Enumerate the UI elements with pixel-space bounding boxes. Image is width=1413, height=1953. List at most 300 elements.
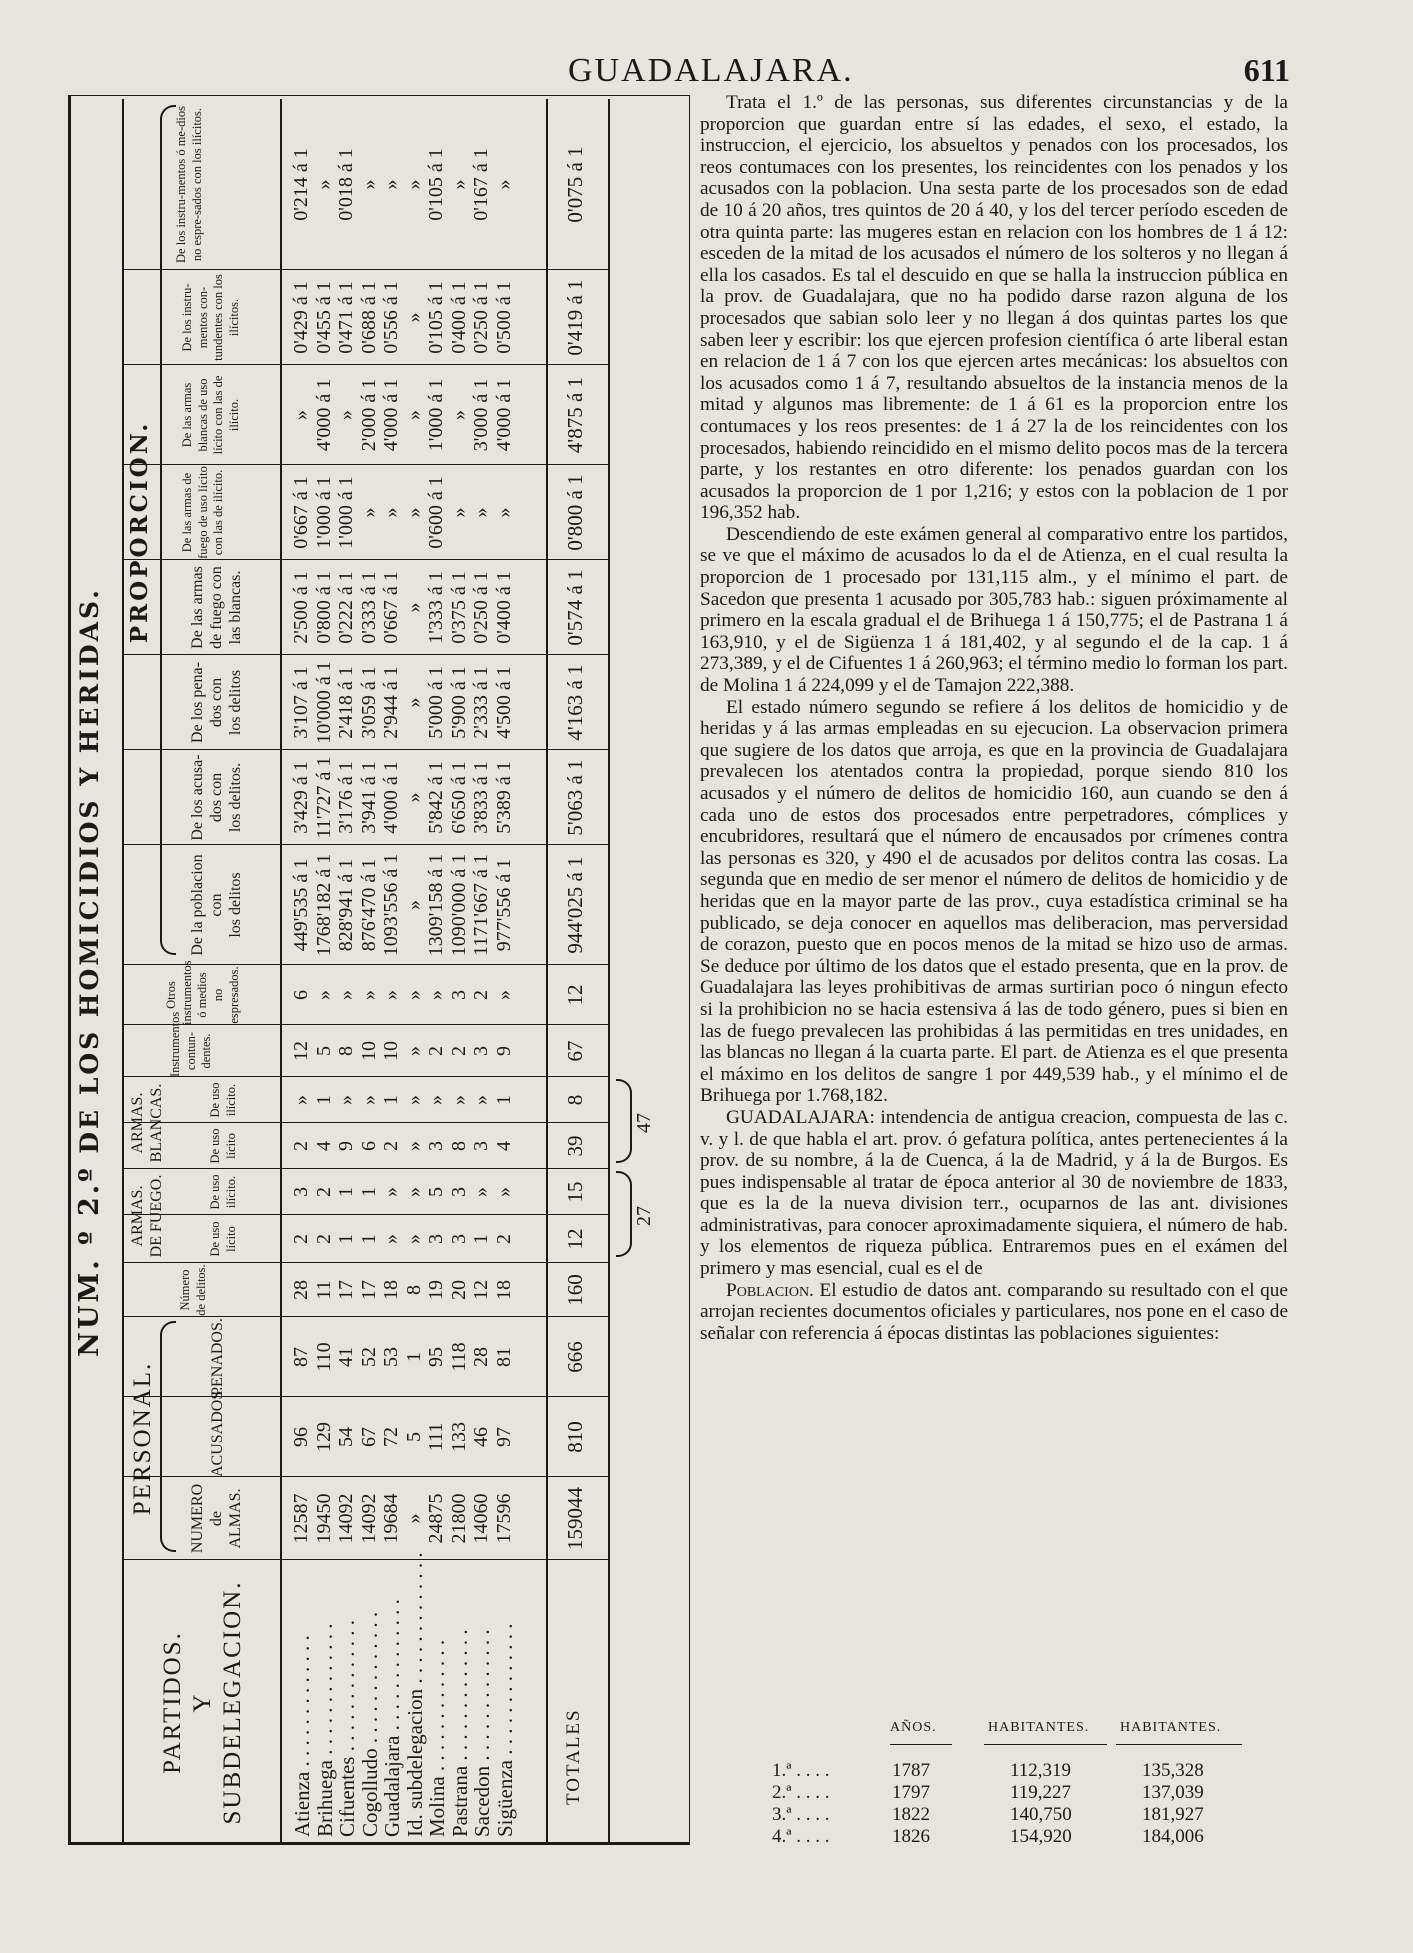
table-cell: » bbox=[380, 1234, 402, 1244]
totals-cell: 0'419 á 1 bbox=[563, 279, 587, 356]
table-cell: 10 bbox=[380, 1041, 402, 1061]
table-cell: 1 bbox=[335, 1187, 357, 1197]
table-cell: 4'000 á 1 bbox=[312, 378, 335, 452]
table-cell: 1093'556 á 1 bbox=[380, 853, 402, 957]
table-cell: 2 bbox=[380, 1141, 402, 1151]
h-rule bbox=[608, 99, 610, 1845]
table-cell: 4'000 á 1 bbox=[380, 761, 402, 834]
pop-ord: 4.ª . . . . bbox=[772, 1826, 830, 1847]
table-cell: 18 bbox=[492, 1280, 515, 1300]
header-numero-almas-line: ALMAS. bbox=[227, 1488, 245, 1549]
pop-hab2: 184,006 bbox=[1142, 1826, 1204, 1847]
table-cell: » bbox=[447, 179, 470, 190]
table-cell: » bbox=[290, 410, 312, 420]
table-cell: 1171'667 á 1 bbox=[470, 854, 492, 956]
table-cell: 1 bbox=[380, 1095, 402, 1105]
table-cell: » bbox=[402, 179, 425, 190]
table-cell: 14060 bbox=[470, 1493, 492, 1544]
header-blancas-ilicito: De uso ilícito. bbox=[208, 1082, 238, 1118]
table-cell: 81 bbox=[492, 1347, 515, 1367]
table-cell: 95 bbox=[425, 1347, 447, 1367]
table-cell: » bbox=[380, 990, 402, 1000]
table-cell: 1'000 á 1 bbox=[425, 378, 447, 452]
header-numero-almas-line: NUMERO bbox=[189, 1483, 206, 1554]
table-cell: 6'650 á 1 bbox=[447, 761, 470, 834]
leader-dots: . . . . . . bbox=[492, 1623, 517, 1687]
table-cell: 1'000 á 1 bbox=[312, 476, 335, 549]
pop-year: 1797 bbox=[892, 1782, 930, 1803]
totals-cell: 666 bbox=[563, 1341, 587, 1373]
table-cell: » bbox=[312, 179, 335, 190]
table-cell: » bbox=[492, 507, 515, 518]
table-cell: 0'105 á 1 bbox=[425, 148, 447, 221]
leader-dots: . . . . . . bbox=[290, 1635, 314, 1699]
table-cell: 9 bbox=[492, 1046, 515, 1056]
header-p-fuego-uso: De las armas de fuego de uso lícito con las de ilícito. bbox=[180, 466, 226, 559]
table-cell: 5 bbox=[425, 1187, 447, 1197]
header-partidos-line: SUBDELEGACION. bbox=[219, 1580, 246, 1825]
paragraph-partidos: Descendiendo de este exámen general al comparativo entre los partidos, se ve que el máximo de acusados lo da el de Atienza, en el cual resulta la proporcion de 1 procesado por 131,115 alm., y el mínimo el part. de Sacedon que presenta 1 acusado por 305,783 hab.: siguen próximamente al primero en la escala gradual el de Brihuega 1 á 150,775; el de Pastrana 1 á 163,910, y el de Sigüenza 1 á 181,402, y al segundo el de la cap. 1 á 273,389, y el de Cifuentes 1 á 260,963; el término medio lo forman los part. de Molina 1 á 224,099 y el de Tamajon 222,388. bbox=[700, 523, 1288, 697]
totals-cell: 4'163 á 1 bbox=[563, 664, 587, 741]
table-cell: 1309'158 á 1 bbox=[425, 853, 447, 957]
header-p-penados bbox=[188, 655, 246, 750]
table-cell: » bbox=[447, 410, 470, 420]
homicidios-table bbox=[68, 95, 690, 1845]
totals-cell: 944'025 á 1 bbox=[563, 856, 587, 954]
table-cell: 4'000 á 1 bbox=[492, 378, 515, 452]
table-cell: 133 bbox=[447, 1422, 470, 1452]
header-p-acusados-line: De los acusa- bbox=[189, 754, 206, 841]
paragraph-homicidios: El estado número segundo se refiere á los delitos de homicidio y de heridas y á las armas empleadas en su ejecucion. La observacion primera que sugiere de los datos que arroja, es que en la provincia de Guadalajara prevalecen los atentados contra la propiedad, porque siendo 810 los acusados y el número de delitos de homicidio 160, aun cuando se den á cada uno de estos dos procesados entre perpetradores, cómplices y encubridores, resultará que el número de encausados por crímenes contra las personas es 320, y 490 el de acusados por delitos contra las cosas. La segunda que en medio de ser menor el número de delitos de homicidio y de heridas que en la mayor parte de las prov., cuya estadística criminal se ha publicado, se deja conocer en aquellos mas deliberacion, mas perversidad de corazon, puesto que en pocos menos de la mitad se hizo uso de armas. Se deduce por último de los datos que el estado presenta, que en la prov. de Guadalajara las leyes prohibitivas de armas surtirian poco ó ningun efecto si la prohibicion no se hacia estensiva á las de todo género, pues si bien en las de fuego prevalecen las prohibidas á las permitidas en tres unidades, en las blancas no llegan á la cuarta parte. El part. de Atienza es el que presenta el máximo en los delitos de sangre 1 por 449,539 hab., y el mínimo el de Brihuega por 1.768,182. bbox=[700, 696, 1288, 1107]
table-cell: » bbox=[380, 179, 402, 190]
table-cell: 2 bbox=[425, 1046, 447, 1056]
table-cell: 3'833 á 1 bbox=[470, 761, 492, 834]
table-cell: 2'944 á 1 bbox=[380, 666, 402, 739]
table-cell: 53 bbox=[380, 1347, 402, 1367]
table-cell: 0'333 á 1 bbox=[357, 571, 380, 644]
table-cell: 41 bbox=[335, 1347, 357, 1367]
table-cell: 0'214 á 1 bbox=[290, 148, 312, 221]
header-p-poblacion-line: De la poblacion bbox=[189, 854, 206, 956]
table-cell: » bbox=[335, 1095, 357, 1105]
h-rule bbox=[280, 99, 282, 1845]
pop-hab1: 112,319 bbox=[1010, 1760, 1072, 1781]
leader-dots: . . . . . . bbox=[470, 1629, 494, 1693]
table-cell: 19 bbox=[425, 1280, 447, 1300]
pop-hab1: 154,920 bbox=[1010, 1826, 1072, 1847]
table-cell: 12 bbox=[470, 1280, 492, 1300]
brace-personal bbox=[160, 1321, 176, 1552]
header-p-fuego-blancas-line: De las armas bbox=[189, 566, 206, 649]
table-cell: 12587 bbox=[290, 1493, 312, 1544]
table-cell: 2'500 á 1 bbox=[290, 571, 312, 644]
table-cell: 6 bbox=[357, 1141, 380, 1151]
pop-hab1: 119,227 bbox=[1010, 1782, 1072, 1803]
table-cell: 3 bbox=[425, 1234, 447, 1244]
partido-name: Cifuentes . . . . . . . . . . . . . bbox=[335, 1620, 359, 1837]
pop-year: 1787 bbox=[892, 1760, 930, 1781]
table-cell: » bbox=[402, 1234, 425, 1244]
table-cell: 2 bbox=[290, 1141, 312, 1151]
header-numero-almas bbox=[188, 1477, 246, 1560]
table-cell: 97 bbox=[492, 1427, 515, 1447]
table-cell: » bbox=[312, 990, 335, 1000]
table-cell: 52 bbox=[357, 1347, 380, 1367]
header-p-otros: De los instru-mentos ó me-dios no espre-sados con los ilícitos. bbox=[174, 106, 204, 263]
table-cell: 5'389 á 1 bbox=[492, 761, 515, 834]
table-cell: 0'222 á 1 bbox=[335, 571, 357, 644]
poblacion-text: El estudio de datos ant. comparando su resultado con el que arrojan recientes documentos oficiales y particulares, nos pone en el caso de señalar con referencia á épocas distintas las poblaciones siguientes: bbox=[700, 1279, 1288, 1344]
table-cell: 17 bbox=[357, 1280, 380, 1300]
table-cell: » bbox=[357, 1095, 380, 1105]
table-cell: 54 bbox=[335, 1427, 357, 1447]
header-p-contundentes: De los instru-mentos con-tundentes con los ilícitos. bbox=[180, 274, 241, 361]
totals-cell: 159044 bbox=[563, 1487, 587, 1550]
table-cell: 2'000 á 1 bbox=[357, 378, 380, 452]
table-cell: 3'059 á 1 bbox=[357, 666, 380, 739]
table-cell: 2 bbox=[492, 1234, 515, 1244]
table-cell: 8 bbox=[447, 1141, 470, 1151]
leader-dots: . . . . . . bbox=[402, 1552, 427, 1616]
table-cell: » bbox=[335, 990, 357, 1000]
table-title bbox=[74, 99, 105, 1845]
table-cell: 6 bbox=[290, 990, 312, 1000]
table-cell: » bbox=[425, 990, 447, 1000]
partido-name: Brihuega . . . . . . . . . . . . . bbox=[312, 1623, 337, 1837]
totals-cell: 39 bbox=[563, 1135, 587, 1157]
leader-dots: . . . . . . bbox=[335, 1620, 359, 1684]
leader-dots: . . . . . . bbox=[357, 1611, 382, 1675]
table-cell: 1'000 á 1 bbox=[335, 476, 357, 549]
table-title-number: NUM. º 2.º bbox=[74, 1165, 105, 1357]
table-cell: 118 bbox=[447, 1342, 470, 1372]
pop-year: 1826 bbox=[892, 1826, 930, 1847]
totals-cell: 0'075 á 1 bbox=[563, 146, 587, 223]
table-cell: 0'667 á 1 bbox=[290, 476, 312, 549]
totals-cell: 12 bbox=[563, 1228, 587, 1250]
pop-rule bbox=[1116, 1744, 1242, 1745]
table-cell: 3'000 á 1 bbox=[470, 378, 492, 452]
table-cell: » bbox=[402, 990, 425, 1000]
table-cell: 111 bbox=[425, 1422, 447, 1452]
table-cell: 2'418 á 1 bbox=[335, 666, 357, 739]
pop-header: HABITANTES. bbox=[1120, 1720, 1222, 1735]
table-cell: » bbox=[402, 1046, 425, 1056]
table-cell: » bbox=[402, 1095, 425, 1105]
header-p-acusados bbox=[188, 750, 246, 845]
table-cell: » bbox=[357, 507, 380, 518]
header-armas-fuego-line: ARMAS. bbox=[129, 1185, 146, 1247]
h-rule bbox=[122, 99, 124, 1845]
table-cell: 46 bbox=[470, 1427, 492, 1447]
table-cell: 5 bbox=[312, 1046, 335, 1056]
table-cell: » bbox=[402, 1141, 425, 1151]
table-cell: 2 bbox=[470, 990, 492, 1000]
table-cell: 11 bbox=[312, 1280, 335, 1300]
table-cell: 1 bbox=[492, 1095, 515, 1105]
table-cell: 19684 bbox=[380, 1493, 402, 1544]
table-cell: 24875 bbox=[425, 1493, 447, 1544]
running-title: GUADALAJARA. bbox=[568, 52, 854, 89]
table-cell: 3 bbox=[447, 1187, 470, 1197]
h-rule bbox=[546, 99, 548, 1845]
table-cell: 110 bbox=[312, 1342, 335, 1372]
table-cell: » bbox=[492, 179, 515, 190]
table-cell: 0'018 á 1 bbox=[335, 148, 357, 221]
table-cell: 828'941 á 1 bbox=[335, 858, 357, 952]
table-cell: 1 bbox=[357, 1234, 380, 1244]
pop-ord: 2.ª . . . . bbox=[772, 1782, 830, 1803]
totals-cell: 67 bbox=[563, 1040, 587, 1062]
partido-name: Id. subdelegacion . . . . . . . . . . . . . bbox=[402, 1552, 427, 1837]
table-cell: 0'800 á 1 bbox=[312, 571, 335, 644]
header-p-poblacion-line: con bbox=[208, 893, 226, 917]
table-cell: » bbox=[402, 312, 425, 323]
table-cell: 2 bbox=[290, 1234, 312, 1244]
pop-header: HABITANTES. bbox=[988, 1720, 1090, 1735]
table-cell: » bbox=[357, 179, 380, 190]
partido-name: Guadalajara . . . . . . . . . . . . . bbox=[380, 1599, 404, 1837]
table-cell: 129 bbox=[312, 1422, 335, 1452]
brace-sum-blancas bbox=[616, 1079, 632, 1163]
table-cell: 0'667 á 1 bbox=[380, 571, 402, 644]
table-cell: 1 bbox=[335, 1234, 357, 1244]
header-numero-almas-line: de bbox=[208, 1510, 226, 1527]
partido-name: Atienza . . . . . . . . . . . . . bbox=[290, 1635, 314, 1837]
page-header bbox=[550, 52, 1290, 92]
table-cell: 4 bbox=[492, 1141, 515, 1151]
table-cell: 1'333 á 1 bbox=[425, 571, 447, 644]
header-p-fuego-blancas-line: las blancas. bbox=[227, 570, 245, 645]
table-cell: 449'535 á 1 bbox=[290, 858, 312, 952]
partido-name: Sigüenza . . . . . . . . . . . . . bbox=[492, 1623, 517, 1837]
table-cell: 0'500 á 1 bbox=[492, 281, 515, 354]
table-cell: 2 bbox=[312, 1234, 335, 1244]
table-cell: 3'941 á 1 bbox=[357, 761, 380, 834]
header-instrumentos: Instrumentos contun-dentes. bbox=[168, 1011, 214, 1077]
table-cell: 0'556 á 1 bbox=[380, 281, 402, 354]
pop-ord: 3.ª . . . . bbox=[772, 1804, 830, 1825]
header-p-acusados-line: dos con bbox=[208, 772, 226, 823]
table-cell: 11'727 á 1 bbox=[312, 756, 335, 839]
table-cell: 0'600 á 1 bbox=[425, 476, 447, 549]
paragraph-guadalajara: GUADALAJARA: intendencia de antigua creacion, compuesta de las c. v. y l. de que habla el art. prov. ó gefatura política, antes pertenecientes á la prov. de su nombre, á la de Cuenca, á la de Madrid, y á la de Burgos. Es pues indispensable al tratar de época anterior al 30 de noviembre de 1833, que es la de la nueva division terr., ocuparnos de las ant. divisiones administrativas, para conocer aproximadamente siquiera, el número de hab. y los elementos de riqueza pública. Entraremos pues en el exámen del primero y mas esencial, cual es el de bbox=[700, 1106, 1288, 1280]
table-cell: 876'470 á 1 bbox=[357, 858, 380, 952]
pop-header: AÑOS. bbox=[890, 1720, 937, 1735]
table-cell: 2'333 á 1 bbox=[470, 666, 492, 739]
table-cell: 8 bbox=[402, 1285, 425, 1295]
table-cell: 1 bbox=[357, 1187, 380, 1197]
table-cell: 5'000 á 1 bbox=[425, 666, 447, 739]
table-cell: 3 bbox=[470, 1141, 492, 1151]
pop-rule bbox=[984, 1744, 1107, 1745]
table-cell: » bbox=[492, 1187, 515, 1197]
table-cell: 8 bbox=[335, 1046, 357, 1056]
header-blancas-licito: De uso lícito bbox=[208, 1128, 238, 1164]
table-cell: 19450 bbox=[312, 1493, 335, 1544]
table-cell: 5'842 á 1 bbox=[425, 761, 447, 834]
sum-fuego: 27 bbox=[633, 1206, 655, 1226]
totals-cell: 0'574 á 1 bbox=[563, 569, 587, 646]
table-cell: 20 bbox=[447, 1280, 470, 1300]
totals-cell: 15 bbox=[563, 1181, 587, 1203]
totals-cell: 4'875 á 1 bbox=[563, 376, 587, 454]
partido-name: Sacedon . . . . . . . . . . . . . bbox=[470, 1629, 494, 1837]
paragraph-poblacion bbox=[700, 1280, 1288, 1345]
totals-cell: 8 bbox=[563, 1094, 587, 1106]
table-cell: » bbox=[357, 990, 380, 1000]
table-cell: 87 bbox=[290, 1347, 312, 1367]
table-cell: 18 bbox=[380, 1280, 402, 1300]
table-cell: 3 bbox=[447, 990, 470, 1000]
table-cell: 5'900 á 1 bbox=[447, 666, 470, 739]
header-p-fuego-blancas bbox=[188, 560, 246, 655]
header-partidos-line: Y bbox=[189, 1692, 216, 1713]
totals-cell: 160 bbox=[563, 1274, 587, 1306]
table-cell: 0'375 á 1 bbox=[447, 571, 470, 644]
table-cell: 0'250 á 1 bbox=[470, 281, 492, 354]
table-cell: 3 bbox=[290, 1187, 312, 1197]
partido-name: Molina . . . . . . . . . . . . . bbox=[425, 1639, 449, 1837]
table-cell: 0'400 á 1 bbox=[492, 571, 515, 644]
header-fuego-ilicito: De uso ilícito. bbox=[208, 1174, 238, 1210]
table-cell: 0'688 á 1 bbox=[357, 281, 380, 354]
table-cell: 67 bbox=[357, 1427, 380, 1447]
table-cell: 9 bbox=[335, 1141, 357, 1151]
header-otros: Otros instrumentos ó medios no espresados. bbox=[164, 960, 241, 1025]
pop-hab2: 137,039 bbox=[1142, 1782, 1204, 1803]
header-armas-blancas bbox=[128, 1077, 166, 1169]
header-proporcion: PROPORCION. bbox=[126, 420, 153, 644]
header-p-poblacion bbox=[188, 845, 246, 965]
header-p-acusados-line: los delitos. bbox=[227, 762, 245, 833]
article-text bbox=[700, 92, 1288, 1344]
table-cell: 0'400 á 1 bbox=[447, 281, 470, 354]
leader-dots: . . . . . . bbox=[447, 1629, 472, 1693]
header-fuego-licito: De uso lícito bbox=[208, 1221, 238, 1257]
table-cell: » bbox=[402, 602, 425, 613]
poblacion-lead: Poblacion. bbox=[726, 1279, 814, 1301]
pop-hab1: 140,750 bbox=[1010, 1804, 1072, 1825]
header-partidos bbox=[158, 1560, 248, 1845]
table-cell: 3'429 á 1 bbox=[290, 761, 312, 834]
totals-cell: 810 bbox=[563, 1421, 587, 1453]
table-cell: 3 bbox=[447, 1234, 470, 1244]
partido-name: Cogolludo . . . . . . . . . . . . . bbox=[357, 1611, 382, 1837]
partido-name: Pastrana . . . . . . . . . . . . . bbox=[447, 1629, 472, 1837]
table-cell: 0'250 á 1 bbox=[470, 571, 492, 644]
table-cell: » bbox=[290, 1095, 312, 1105]
header-armas-blancas-line: BLANCAS. bbox=[148, 1083, 166, 1163]
table-cell: » bbox=[380, 507, 402, 518]
table-cell: 0'471 á 1 bbox=[335, 281, 357, 354]
table-cell: 977'556 á 1 bbox=[492, 858, 515, 952]
table-cell: » bbox=[470, 1187, 492, 1197]
table-cell: 14092 bbox=[357, 1493, 380, 1544]
table-cell: 0'455 á 1 bbox=[312, 281, 335, 354]
table-cell: » bbox=[402, 697, 425, 708]
header-penados: PENADOS. bbox=[209, 1318, 226, 1396]
table-cell: 21800 bbox=[447, 1493, 470, 1544]
table-cell: 4'500 á 1 bbox=[492, 666, 515, 739]
header-partidos-line: PARTIDOS. bbox=[159, 1631, 186, 1774]
sum-blancas: 47 bbox=[633, 1113, 655, 1133]
totals-label: TOTALES bbox=[563, 1708, 584, 1805]
pop-year: 1822 bbox=[892, 1804, 930, 1825]
table-cell: » bbox=[470, 507, 492, 518]
header-armas-fuego-line: DE FUEGO. bbox=[148, 1174, 166, 1258]
table-cell: 17596 bbox=[492, 1493, 515, 1544]
table-cell: 28 bbox=[290, 1280, 312, 1300]
table-cell: » bbox=[492, 990, 515, 1000]
pop-ord: 1.ª . . . . bbox=[772, 1760, 830, 1781]
table-cell: » bbox=[402, 900, 425, 910]
table-cell: 2 bbox=[312, 1187, 335, 1197]
homicidios-table-holder bbox=[68, 95, 690, 1845]
totals-cell: 12 bbox=[563, 984, 587, 1006]
table-cell: » bbox=[470, 1095, 492, 1105]
totals-cell: 0'800 á 1 bbox=[563, 474, 587, 551]
table-cell: » bbox=[447, 1095, 470, 1105]
header-p-penados-line: De los pena- bbox=[189, 662, 206, 743]
header-numero-delitos: Número de delitos. bbox=[178, 1264, 208, 1316]
table-cell: 1768'182 á 1 bbox=[312, 853, 335, 957]
table-cell: 2 bbox=[447, 1046, 470, 1056]
table-cell: 3 bbox=[425, 1141, 447, 1151]
pop-rule bbox=[890, 1744, 952, 1745]
table-cell: 17 bbox=[335, 1280, 357, 1300]
table-cell: » bbox=[402, 792, 425, 803]
table-cell: 4'000 á 1 bbox=[380, 378, 402, 452]
table-cell: 10 bbox=[357, 1041, 380, 1061]
table-cell: » bbox=[447, 507, 470, 518]
pop-hab2: 181,927 bbox=[1142, 1804, 1204, 1825]
table-cell: 3'176 á 1 bbox=[335, 761, 357, 834]
table-title-text: DE LOS HOMICIDIOS Y HERIDAS. bbox=[75, 587, 104, 1154]
table-cell: » bbox=[402, 410, 425, 420]
table-cell: 4 bbox=[312, 1141, 335, 1151]
table-cell: » bbox=[335, 410, 357, 420]
table-cell: 12 bbox=[290, 1041, 312, 1061]
table-cell: » bbox=[425, 1095, 447, 1105]
paragraph-personas: Trata el 1.º de las personas, sus diferentes circunstancias y de la proporcion que guardan entre sí las edades, el sexo, el estado, la instruccion, el ejercicio, los absueltos y penados con los procesados, los reos contumaces con los presentes, los reincidentes con los penados y los acusados con la poblacion. Una sesta parte de los procesados son de edad de 10 á 20 años, tres quintos de 20 á 40, y los del tercer período esceden de otra quinta parte: las mugeres estan en relacion con los hombres de 1 á 12: esceden de la mitad de los acusados el número de los solteros y no llegan á ella los casados. Es tal el descuido en que se halla la instruccion pública en la prov. de Guadalajara, que no ha podido darse razon alguna de los procesados que sabian solo leer y no llegan á dos quintas partes los que saben leer y escribir: los que ejercen profesion científica ó arte liberal estan en relacion de 1 á 7 con los que ejercen artes mecánicas: los absueltos con los acusados como 1 á 7, resultando absueltos de la instancia menos de la mitad y algunos mas libremente: de 1 á 61 es la proporcion entre los contumaces y los reos presentes: de 1 á 27 la de los reincidentes con los procesados, habiendo reincidido en el mismo delito pocos mas de la tercera parte, y los restantes en otro diferente: los penados guardan con los acusados la proporcion de 1 por 1,216; y estos con la poblacion de 1 por 196,352 hab. bbox=[700, 92, 1288, 524]
table-cell: 1 bbox=[402, 1352, 425, 1362]
table-cell: » bbox=[402, 507, 425, 518]
header-p-poblacion-line: los delitos bbox=[227, 872, 245, 938]
totals-cell: 5'063 á 1 bbox=[563, 759, 587, 836]
header-acusados: ACUSADOS. bbox=[209, 1386, 226, 1477]
table-cell: 3'107 á 1 bbox=[290, 666, 312, 739]
header-armas-fuego bbox=[128, 1169, 166, 1263]
header-armas-blancas-line: ARMAS. bbox=[129, 1092, 146, 1154]
table-cell: » bbox=[380, 1187, 402, 1197]
table-cell: 0'429 á 1 bbox=[290, 281, 312, 354]
header-personal: PERSONAL. bbox=[129, 1361, 156, 1516]
table-cell: 14092 bbox=[335, 1493, 357, 1544]
leader-dots: . . . . . . bbox=[425, 1639, 449, 1703]
table-cell: 96 bbox=[290, 1427, 312, 1447]
table-cell: 1 bbox=[470, 1234, 492, 1244]
table-cell: 1090'000 á 1 bbox=[447, 853, 470, 957]
header-p-fuego-blancas-line: de fuego con bbox=[208, 566, 226, 649]
leader-dots: . . . . . . bbox=[312, 1623, 337, 1687]
header-p-penados-line: dos con bbox=[208, 677, 226, 728]
table-cell: 10'000 á 1 bbox=[312, 661, 335, 744]
pop-hab2: 135,328 bbox=[1142, 1760, 1204, 1781]
table-cell: 3 bbox=[470, 1046, 492, 1056]
header-p-blancas-uso: De las armas blancas de uso lícito con las de ilícito. bbox=[180, 375, 241, 455]
table-cell: » bbox=[402, 1187, 425, 1197]
